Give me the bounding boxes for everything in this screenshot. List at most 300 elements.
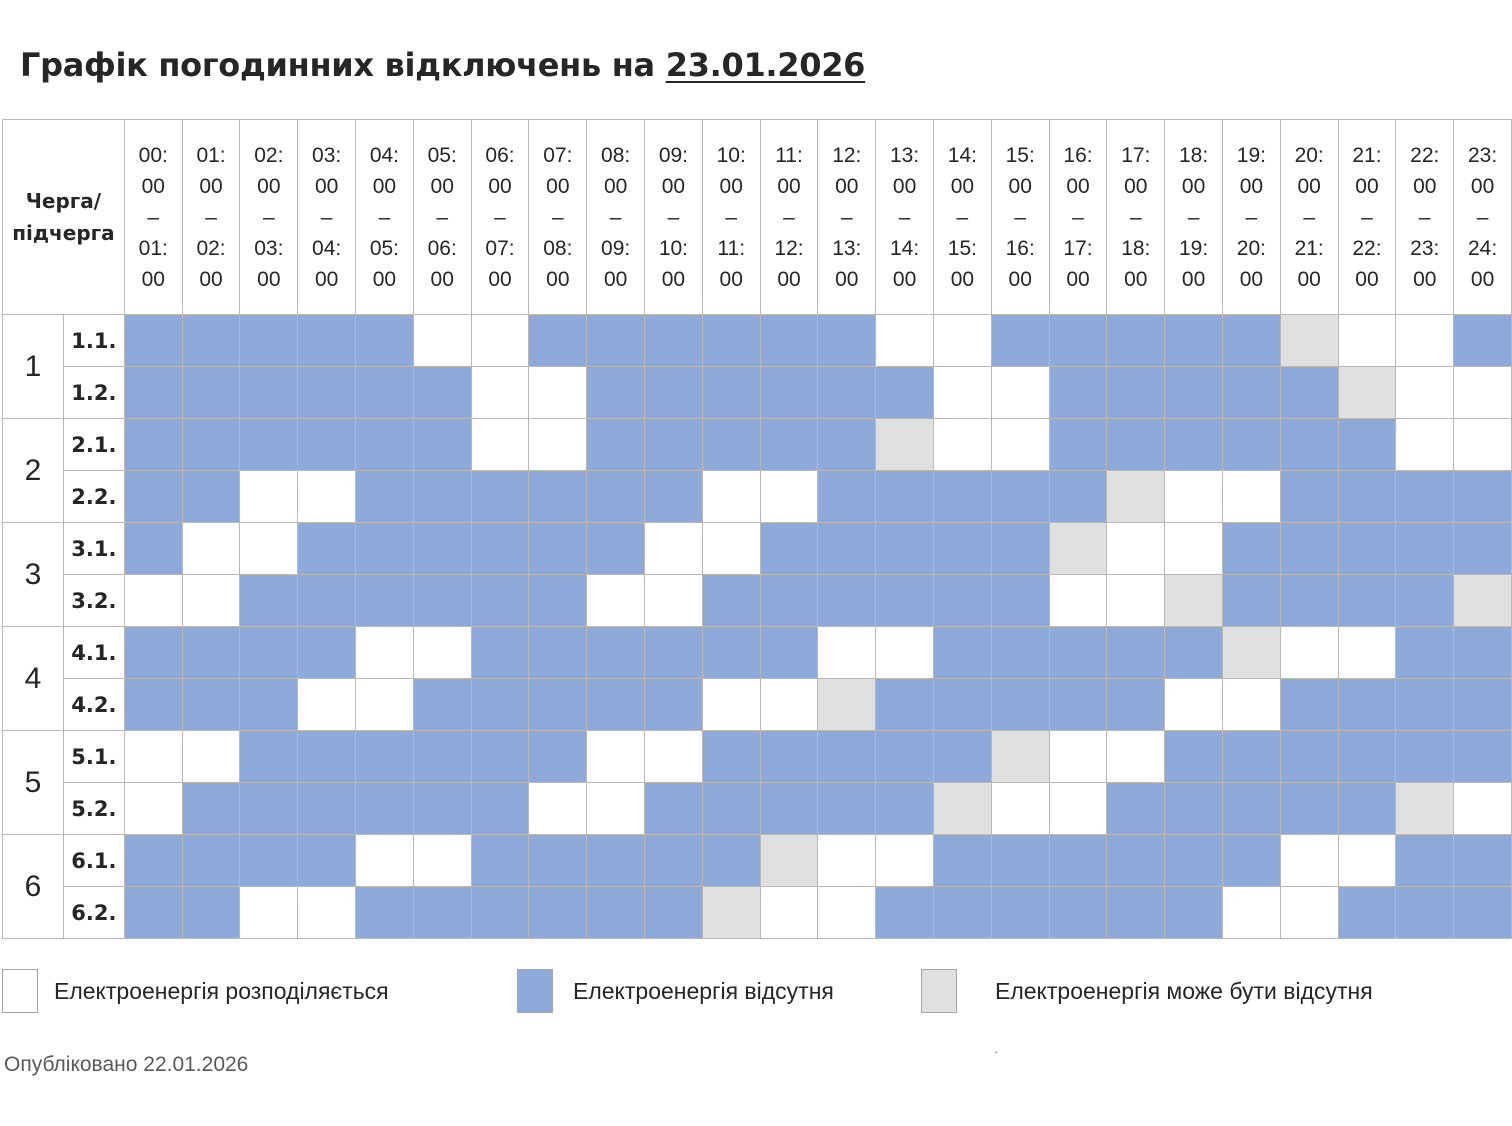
hour-label-part: 00 xyxy=(314,267,339,291)
slot-cell-absent xyxy=(1396,887,1454,939)
slot-cell-absent xyxy=(240,679,298,731)
slot-cell-absent xyxy=(1396,575,1454,627)
slot-cell-available xyxy=(1165,679,1223,731)
hour-label-part: 23: xyxy=(1467,143,1498,167)
schedule-table xyxy=(2,119,1512,939)
hour-label-part: 00 xyxy=(719,174,743,198)
hour-label-part: 00 xyxy=(1181,267,1206,291)
hour-label-part: – xyxy=(1129,205,1142,229)
hour-label-part: 00 xyxy=(777,267,801,291)
slot-cell-absent xyxy=(1280,419,1338,471)
slot-cell-absent xyxy=(1280,367,1338,419)
schedule-body xyxy=(3,315,1512,939)
hour-label-part: 06: xyxy=(427,236,457,260)
slot-cell-absent xyxy=(1338,731,1396,783)
slot-cell-absent xyxy=(298,627,356,679)
slot-cell-available xyxy=(1338,627,1396,679)
queue-label: 2 xyxy=(3,419,64,523)
hour-header-12 xyxy=(818,120,876,315)
header-row xyxy=(3,120,1512,315)
hour-label-part: – xyxy=(1361,205,1373,229)
hour-header-22 xyxy=(1396,120,1454,315)
hour-label-part: – xyxy=(725,205,738,229)
hour-label-part: 00 xyxy=(1470,174,1495,198)
slot-cell-available xyxy=(1222,679,1280,731)
hour-header-14 xyxy=(934,120,992,315)
hour-label-part: 02: xyxy=(254,143,284,167)
slot-cell-absent xyxy=(1107,315,1165,367)
hour-label-part: 14: xyxy=(947,143,977,167)
hour-label-part: 00 xyxy=(1124,174,1148,198)
slot-cell-absent xyxy=(356,887,414,939)
slot-cell-absent xyxy=(991,523,1049,575)
slot-cell-absent xyxy=(182,887,240,939)
hour-label-part: 00 xyxy=(1355,267,1379,291)
slot-cell-absent xyxy=(1222,419,1280,471)
slot-cell-absent xyxy=(876,367,934,419)
hour-label-part: 00 xyxy=(835,174,859,198)
subqueue-label: 5.2. xyxy=(63,783,124,835)
slot-cell-maybe-absent xyxy=(818,679,876,731)
hour-label-part: 00 xyxy=(1124,267,1148,291)
slot-cell-absent xyxy=(1222,835,1280,887)
slot-cell-absent xyxy=(471,887,529,939)
slot-cell-maybe-absent xyxy=(934,783,992,835)
hour-label-part: 00 xyxy=(661,267,686,291)
slot-cell-absent xyxy=(587,419,645,471)
slot-cell-absent xyxy=(1049,627,1107,679)
slot-cell-available xyxy=(471,419,529,471)
slot-cell-absent xyxy=(587,315,645,367)
hour-label-part: – xyxy=(494,205,506,229)
slot-cell-absent xyxy=(240,627,298,679)
hour-label-part: 00 xyxy=(1239,267,1264,291)
hour-label-part: 00 xyxy=(777,174,801,198)
slot-cell-absent xyxy=(182,835,240,887)
slot-cell-absent xyxy=(240,835,298,887)
slot-cell-absent xyxy=(1222,731,1280,783)
slot-cell-available xyxy=(529,419,587,471)
hour-label-part: 00 xyxy=(603,267,628,291)
subqueue-label: 6.1. xyxy=(63,835,124,887)
slot-cell-absent xyxy=(471,471,529,523)
hour-label-part: 00 xyxy=(1470,267,1495,291)
slot-cell-available xyxy=(356,679,414,731)
hour-header-23 xyxy=(1454,120,1512,315)
hour-label-part: 00 xyxy=(1008,267,1032,291)
hour-label-part: 07: xyxy=(543,143,573,167)
hour-header-16 xyxy=(1049,120,1107,315)
slot-cell-absent xyxy=(1165,731,1223,783)
hour-label-part: – xyxy=(609,205,622,229)
hour-label-part: 12: xyxy=(774,236,804,260)
hour-label-part: 19: xyxy=(1178,236,1209,260)
slot-cell-absent xyxy=(1049,679,1107,731)
hour-header-0 xyxy=(124,120,182,315)
slot-cell-absent xyxy=(298,575,356,627)
slot-cell-absent xyxy=(298,419,356,471)
slot-cell-absent xyxy=(240,315,298,367)
slot-cell-absent xyxy=(587,887,645,939)
hour-label-part: – xyxy=(783,205,795,229)
page-title xyxy=(20,46,865,84)
slot-cell-available xyxy=(991,419,1049,471)
slot-cell-absent xyxy=(471,575,529,627)
slot-cell-available xyxy=(1396,419,1454,471)
slot-cell-absent xyxy=(645,419,703,471)
slot-cell-absent xyxy=(1222,783,1280,835)
slot-cell-available xyxy=(1107,523,1165,575)
table-row xyxy=(3,315,1512,367)
slot-cell-available xyxy=(1049,575,1107,627)
subqueue-label: 6.2. xyxy=(63,887,124,939)
queue-label: 6 xyxy=(3,835,64,939)
slot-cell-available xyxy=(934,315,992,367)
slot-cell-absent xyxy=(760,575,818,627)
hour-label-part: – xyxy=(1072,205,1084,229)
hour-label-part: 15: xyxy=(1005,143,1035,167)
slot-cell-available xyxy=(182,575,240,627)
table-row xyxy=(3,471,1512,523)
hour-label-part: 00 xyxy=(719,267,743,291)
slot-cell-absent xyxy=(587,523,645,575)
slot-cell-available xyxy=(587,575,645,627)
slot-cell-available xyxy=(876,315,934,367)
slot-cell-absent xyxy=(818,783,876,835)
slot-cell-absent xyxy=(182,471,240,523)
slot-cell-absent xyxy=(1454,835,1512,887)
hour-label-part: 00 xyxy=(1297,267,1321,291)
slot-cell-absent xyxy=(587,679,645,731)
slot-cell-absent xyxy=(1049,471,1107,523)
queue-label: 3 xyxy=(3,523,64,627)
slot-cell-absent xyxy=(702,419,760,471)
legend-maybe-absent xyxy=(921,968,1373,1014)
slot-cell-absent xyxy=(471,783,529,835)
slot-cell-absent xyxy=(1396,627,1454,679)
slot-cell-absent xyxy=(1280,471,1338,523)
slot-cell-maybe-absent xyxy=(991,731,1049,783)
hour-label-part: 19: xyxy=(1236,143,1266,167)
slot-cell-absent xyxy=(124,523,182,575)
hour-label-part: 20: xyxy=(1236,236,1266,260)
slot-cell-maybe-absent xyxy=(760,835,818,887)
slot-cell-absent xyxy=(1165,315,1223,367)
slot-cell-absent xyxy=(934,887,992,939)
slot-cell-maybe-absent xyxy=(1049,523,1107,575)
table-row xyxy=(3,367,1512,419)
slot-cell-maybe-absent xyxy=(1454,575,1512,627)
hour-label-part: 12: xyxy=(832,143,862,167)
slot-cell-absent xyxy=(876,731,934,783)
hour-label-part: 00 xyxy=(488,174,512,198)
hour-label-part: – xyxy=(667,205,680,229)
slot-cell-available xyxy=(356,835,414,887)
slot-cell-available xyxy=(413,315,471,367)
slot-cell-absent xyxy=(1396,835,1454,887)
slot-cell-absent xyxy=(1049,419,1107,471)
slot-cell-absent xyxy=(356,471,414,523)
slot-cell-absent xyxy=(1454,471,1512,523)
slot-cell-absent xyxy=(413,471,471,523)
hour-label-part: 21: xyxy=(1294,236,1324,260)
slot-cell-absent xyxy=(934,627,992,679)
hour-label-part: 00 xyxy=(141,267,165,291)
hour-header-8 xyxy=(587,120,645,315)
slot-cell-absent xyxy=(1165,783,1223,835)
slot-cell-available xyxy=(1280,835,1338,887)
slot-cell-absent xyxy=(529,731,587,783)
slot-cell-available xyxy=(876,627,934,679)
slot-cell-absent xyxy=(1165,835,1223,887)
subqueue-label: 2.1. xyxy=(63,419,124,471)
slot-cell-absent xyxy=(529,471,587,523)
hour-label-part: 07: xyxy=(485,236,515,260)
slot-cell-absent xyxy=(991,679,1049,731)
subqueue-label: 3.1. xyxy=(63,523,124,575)
slot-cell-available xyxy=(702,523,760,575)
slot-cell-available xyxy=(1222,887,1280,939)
slot-cell-available xyxy=(240,523,298,575)
hour-label-part: 09: xyxy=(658,143,689,167)
slot-cell-absent xyxy=(876,783,934,835)
stray-mark: ˏ xyxy=(994,1040,998,1054)
hour-header-17 xyxy=(1107,120,1165,315)
slot-cell-absent xyxy=(529,835,587,887)
slot-cell-absent xyxy=(298,731,356,783)
slot-cell-absent xyxy=(529,315,587,367)
slot-cell-absent xyxy=(182,419,240,471)
hour-label-part: 00 xyxy=(372,267,397,291)
slot-cell-absent xyxy=(1049,315,1107,367)
hour-header-4 xyxy=(356,120,414,315)
hour-label-part: 22: xyxy=(1410,143,1440,167)
hour-label-part: 08: xyxy=(601,143,631,167)
slot-cell-absent xyxy=(124,315,182,367)
slot-cell-absent xyxy=(991,887,1049,939)
slot-cell-absent xyxy=(298,523,356,575)
slot-cell-absent xyxy=(471,679,529,731)
slot-cell-absent xyxy=(1107,887,1165,939)
slot-cell-absent xyxy=(991,471,1049,523)
legend-label-absent: Електроенергія відсутня xyxy=(573,977,834,1004)
slot-cell-absent xyxy=(413,419,471,471)
hour-label-part: 00 xyxy=(314,174,339,198)
slot-cell-available xyxy=(818,887,876,939)
hour-header-18 xyxy=(1165,120,1223,315)
hour-label-part: 13: xyxy=(890,143,920,167)
hour-label-part: 00 xyxy=(950,174,975,198)
hour-label-part: 00 xyxy=(892,267,917,291)
slot-cell-available xyxy=(818,627,876,679)
slot-cell-absent xyxy=(1396,523,1454,575)
slot-cell-absent xyxy=(413,523,471,575)
slot-cell-absent xyxy=(1049,835,1107,887)
slot-cell-absent xyxy=(356,523,414,575)
hour-label-part: 00 xyxy=(430,174,454,198)
hour-header-5 xyxy=(413,120,471,315)
hour-label-part: 16: xyxy=(1063,143,1093,167)
slot-cell-absent xyxy=(934,523,992,575)
slot-cell-available xyxy=(413,627,471,679)
hour-label-part: 15: xyxy=(947,236,977,260)
slot-cell-absent xyxy=(413,679,471,731)
hour-label-part: – xyxy=(840,205,853,229)
hour-label-part: 03: xyxy=(254,236,284,260)
slot-cell-absent xyxy=(182,783,240,835)
slot-cell-absent xyxy=(1165,887,1223,939)
slot-cell-absent xyxy=(529,523,587,575)
legend-available xyxy=(2,968,389,1014)
hour-header-2 xyxy=(240,120,298,315)
hour-label-part: 00 xyxy=(1355,174,1379,198)
hour-label-part: 00 xyxy=(661,174,686,198)
slot-cell-absent xyxy=(587,367,645,419)
slot-cell-absent xyxy=(934,835,992,887)
subqueue-label: 4.2. xyxy=(63,679,124,731)
hour-label-part: 23: xyxy=(1410,236,1440,260)
slot-cell-available xyxy=(876,835,934,887)
slot-cell-absent xyxy=(356,575,414,627)
hour-label-part: 01: xyxy=(138,236,168,260)
hour-label-part: 00 xyxy=(1297,174,1321,198)
slot-cell-absent xyxy=(645,835,703,887)
table-row xyxy=(3,783,1512,835)
slot-cell-available xyxy=(182,731,240,783)
table-row xyxy=(3,835,1512,887)
slot-cell-absent xyxy=(124,419,182,471)
slot-cell-absent xyxy=(1454,627,1512,679)
hour-label-part: 00 xyxy=(1008,174,1032,198)
slot-cell-absent xyxy=(1280,575,1338,627)
slot-cell-absent xyxy=(182,315,240,367)
hour-header-15 xyxy=(991,120,1049,315)
slot-cell-absent xyxy=(760,419,818,471)
hour-label-part: – xyxy=(436,205,449,229)
hour-label-part: 09: xyxy=(601,236,631,260)
slot-cell-absent xyxy=(702,627,760,679)
hour-header-3 xyxy=(298,120,356,315)
slot-cell-available xyxy=(1107,575,1165,627)
slot-cell-available xyxy=(1165,471,1223,523)
slot-cell-absent xyxy=(876,679,934,731)
slot-cell-maybe-absent xyxy=(1396,783,1454,835)
slot-cell-absent xyxy=(818,419,876,471)
hour-label-part: 00 xyxy=(950,267,975,291)
hour-header-11 xyxy=(760,120,818,315)
slot-cell-absent xyxy=(471,523,529,575)
hour-label-part: – xyxy=(1014,205,1027,229)
hour-label-part: 00 xyxy=(257,174,281,198)
hour-label-part: 00: xyxy=(138,143,168,167)
hour-label-part: 21: xyxy=(1352,143,1382,167)
subqueue-label: 1.1. xyxy=(63,315,124,367)
slot-cell-absent xyxy=(413,575,471,627)
slot-cell-absent xyxy=(876,575,934,627)
hour-header-10 xyxy=(702,120,760,315)
slot-cell-absent xyxy=(1222,367,1280,419)
table-row xyxy=(3,679,1512,731)
slot-cell-available xyxy=(1280,627,1338,679)
slot-cell-available xyxy=(529,367,587,419)
subqueue-label: 2.2. xyxy=(63,471,124,523)
slot-cell-absent xyxy=(645,679,703,731)
slot-cell-available xyxy=(1396,315,1454,367)
slot-cell-available xyxy=(240,471,298,523)
queue-label: 1 xyxy=(3,315,64,419)
slot-cell-available xyxy=(413,835,471,887)
slot-cell-absent xyxy=(818,731,876,783)
hour-label-part: 05: xyxy=(427,143,457,167)
table-row xyxy=(3,419,1512,471)
corner-label-line1: Черга/ xyxy=(25,189,102,213)
hour-label-part: 00 xyxy=(257,267,281,291)
slot-cell-absent xyxy=(1049,887,1107,939)
slot-cell-absent xyxy=(298,835,356,887)
slot-cell-absent xyxy=(1454,315,1512,367)
slot-cell-absent xyxy=(1222,315,1280,367)
slot-cell-maybe-absent xyxy=(702,887,760,939)
slot-cell-available xyxy=(471,367,529,419)
slot-cell-available xyxy=(1107,731,1165,783)
subqueue-label: 5.1. xyxy=(63,731,124,783)
slot-cell-absent xyxy=(240,575,298,627)
slot-cell-absent xyxy=(182,627,240,679)
hour-label-part: – xyxy=(262,205,275,229)
slot-cell-absent xyxy=(356,367,414,419)
slot-cell-absent xyxy=(1280,523,1338,575)
slot-cell-absent xyxy=(356,419,414,471)
slot-cell-available xyxy=(934,419,992,471)
slot-cell-absent xyxy=(760,627,818,679)
hour-header-19 xyxy=(1222,120,1280,315)
slot-cell-available xyxy=(124,731,182,783)
slot-cell-absent xyxy=(413,783,471,835)
subqueue-label: 1.2. xyxy=(63,367,124,419)
legend-swatch-absent xyxy=(517,969,553,1013)
subqueue-label: 4.1. xyxy=(63,627,124,679)
slot-cell-absent xyxy=(124,835,182,887)
hour-label-part: 22: xyxy=(1352,236,1382,260)
slot-cell-maybe-absent xyxy=(1280,315,1338,367)
slot-cell-absent xyxy=(1396,731,1454,783)
slot-cell-maybe-absent xyxy=(1222,627,1280,679)
slot-cell-absent xyxy=(702,731,760,783)
hour-label-part: 00 xyxy=(199,174,223,198)
legend-label-available: Електроенергія розподіляється xyxy=(54,977,389,1004)
hour-label-part: 00 xyxy=(372,174,397,198)
hour-label-part: 10: xyxy=(716,143,746,167)
slot-cell-absent xyxy=(991,835,1049,887)
slot-cell-maybe-absent xyxy=(1338,367,1396,419)
queue-label: 5 xyxy=(3,731,64,835)
slot-cell-absent xyxy=(760,367,818,419)
slot-cell-available xyxy=(124,575,182,627)
slot-cell-absent xyxy=(587,627,645,679)
slot-cell-absent xyxy=(124,627,182,679)
slot-cell-available xyxy=(1454,783,1512,835)
hour-label-part: 00 xyxy=(1181,174,1206,198)
slot-cell-absent xyxy=(1454,731,1512,783)
legend-swatch-available xyxy=(2,969,38,1013)
slot-cell-absent xyxy=(1338,679,1396,731)
slot-cell-absent xyxy=(645,887,703,939)
slot-cell-absent xyxy=(1280,731,1338,783)
slot-cell-absent xyxy=(356,731,414,783)
slot-cell-absent xyxy=(1454,887,1512,939)
slot-cell-available xyxy=(1338,835,1396,887)
slot-cell-absent xyxy=(1280,783,1338,835)
